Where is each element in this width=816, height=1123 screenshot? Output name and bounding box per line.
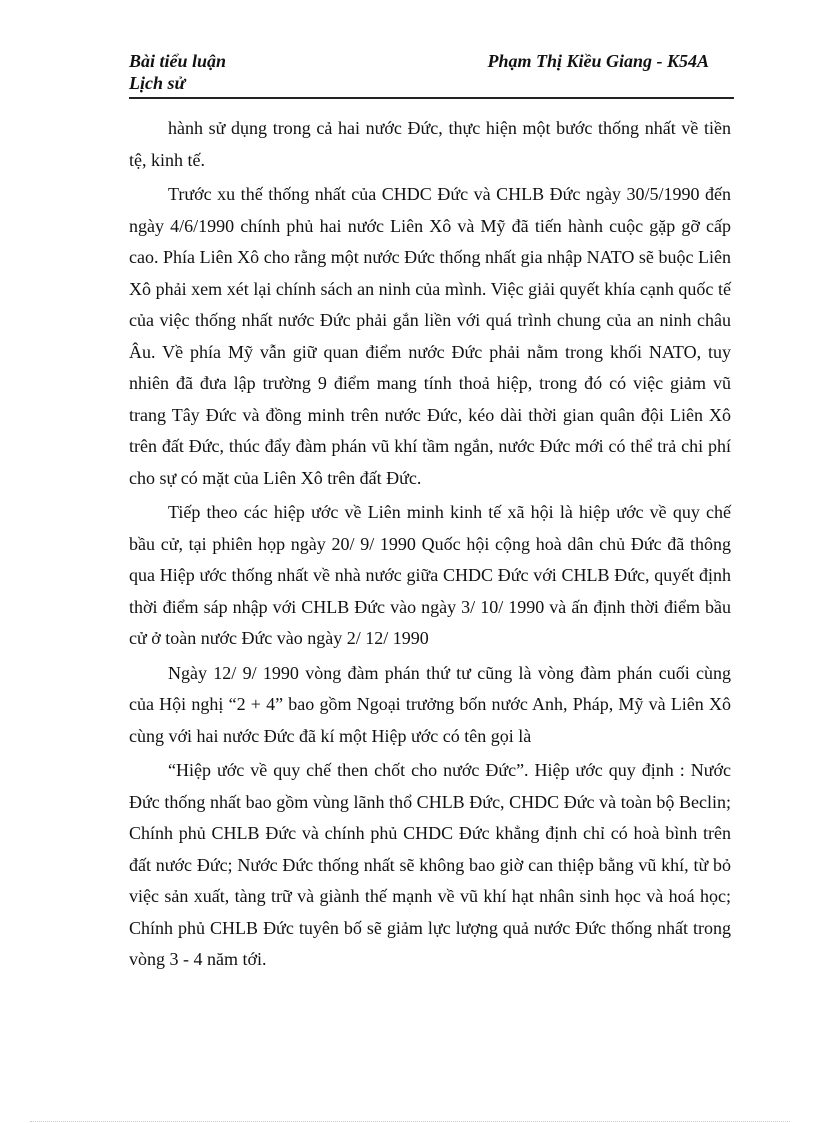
header-course-title: Bài tiểu luận	[129, 51, 227, 71]
header-subject: Lịch sử	[129, 73, 186, 93]
header-author: Phạm Thị Kiều Giang - K54A	[487, 51, 709, 71]
header-rule	[129, 97, 734, 99]
paragraph-summit: Trước xu thế thống nhất của CHDC Đức và CHLB Đức ngày 30/5/1990 đến ngày 4/6/1990 chính phủ hai nước Liên Xô và Mỹ đã tiến hành cuộc gặp gỡ cấp cao. Phía Liên Xô cho rằng một nước Đức thống nhất gia nhập NATO sẽ buộc Liên Xô phải xem xét lại chính sách an ninh của mình. Việc giải quyết khía cạnh quốc tế của việc thống nhất nước Đức phải gắn liền với quá trình chung của an ninh châu Âu. Về phía Mỹ vẫn giữ quan điểm nước Đức phải nằm trong khối NATO, tuy nhiên đã đưa lập trường 9 điểm mang tính thoả hiệp, trong đó có việc giảm vũ trang Tây Đức và đồng minh trên nước Đức, kéo dài thời gian quân đội Liên Xô trên đất Đức, thúc đẩy đàm phán vũ khí tầm ngắn, nước Đức mới có thể trả chi phí cho sự có mặt của Liên Xô trên đất Đức.	[129, 184, 731, 488]
paragraph-treaty-provisions: “Hiệp ước về quy chế then chốt cho nước Đức”. Hiệp ước quy định : Nước Đức thống nhất bao gồm vùng lãnh thổ CHLB Đức, CHDC Đức và toàn bộ Beclin; Chính phủ CHLB Đức và chính phủ CHDC Đức khẳng định chỉ có hoà bình trên đất nước Đức; Nước Đức thống nhất sẽ không bao giờ can thiệp bằng vũ khí, từ bỏ việc sản xuất, tàng trữ và giành thế mạnh về vũ khí hạt nhân sinh học và hoá học; Chính phủ CHLB Đức tuyên bố sẽ giảm lực lượng quả nước Đức thống nhất trong vòng 3 - 4 năm tới.	[129, 760, 731, 969]
document-body	[129, 113, 731, 979]
paragraph-two-plus-four: Ngày 12/ 9/ 1990 vòng đàm phán thứ tư cũng là vòng đàm phán cuối cùng của Hội nghị “2 + 4” bao gồm Ngoại trưởng bốn nước Anh, Pháp, Mỹ và Liên Xô cùng với hai nước Đức đã kí một Hiệp ước có tên gọi là	[129, 662, 731, 746]
paragraph-continuation: hành sử dụng trong cả hai nước Đức, thực hiện một bước thống nhất về tiền tệ, kinh tế.	[129, 118, 731, 170]
page-bottom-border	[30, 1121, 790, 1122]
paragraph-election-treaty: Tiếp theo các hiệp ước về Liên minh kinh tế xã hội là hiệp ước về quy chế bầu cử, tại phiên họp ngày 20/ 9/ 1990 Quốc hội cộng hoà dân chủ Đức đã thông qua Hiệp ước thống nhất về nhà nước giữa CHDC Đức với CHLB Đức, quyết định thời điểm sáp nhập với CHLB Đức vào ngày 3/ 10/ 1990 và ấn định thời điểm bầu cử ở toàn nước Đức vào ngày 2/ 12/ 1990	[129, 502, 731, 648]
